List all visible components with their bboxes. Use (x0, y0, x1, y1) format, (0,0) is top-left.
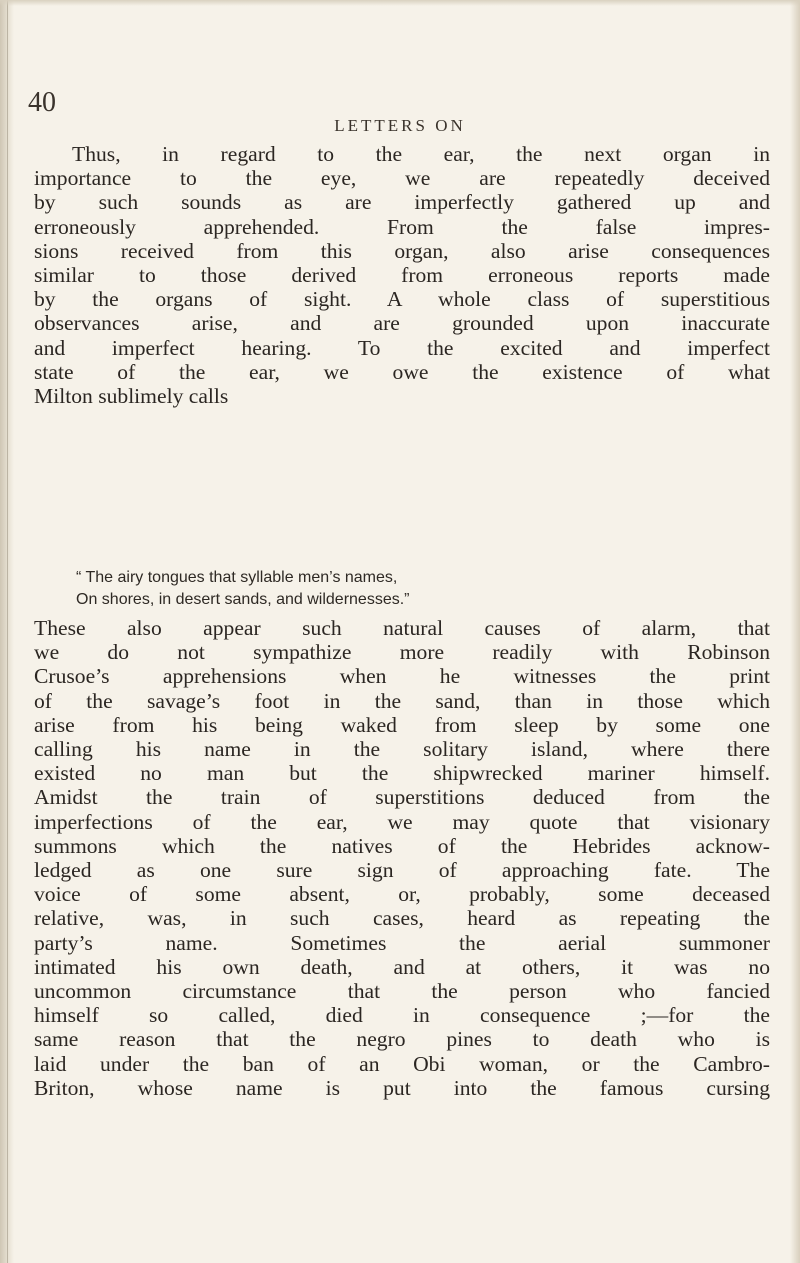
paragraph-1-line: similar to those derived from erroneous reports made (34, 263, 770, 288)
paragraph-2-line: arise from his being waked from sleep by some one (34, 712, 770, 737)
paragraph-1-line: by such sounds as are imperfectly gathered up and (34, 190, 770, 215)
paragraph-1-line: Thus, in regard to the ear, the next organ in (72, 142, 770, 166)
quotation-line: On shores, in desert sands, and wildernesses.” (76, 591, 410, 608)
paragraph-2-line: uncommon circumstance that the person who fancied (34, 979, 770, 1004)
paragraph-2-line: Amidst the train of superstitions deduced from the (34, 785, 770, 810)
paragraph-1 (34, 142, 770, 408)
paragraph-1-line: observances arise, and are grounded upon inaccurate (34, 311, 770, 336)
paragraph-2-line: Briton, whose name is put into the famous cursing (34, 1075, 770, 1100)
paragraph-2-line: voice of some absent, or, probably, some deceased (34, 882, 770, 907)
paragraph-2-line: Crusoe’s apprehensions when he witnesses the print (34, 664, 770, 689)
paragraph-2-line: intimated his own death, and at others, it was no (34, 954, 770, 979)
paragraph-1-line: erroneously apprehended. From the false impres- (34, 214, 770, 239)
paragraph-2-line: laid under the ban of an Obi woman, or the Cambro- (34, 1051, 770, 1076)
paragraph-1-line: by the organs of sight. A whole class of superstitious (34, 287, 770, 312)
quotation-line: “ The airy tongues that syllable men’s names, (76, 569, 398, 586)
paragraph-1-line: and imperfect hearing. To the excited and imperfect (34, 335, 770, 360)
paragraph-2-line: imperfections of the ear, we may quote that visionary (34, 809, 770, 834)
paragraph-2-line: ledged as one sure sign of approaching fate. The (34, 858, 770, 883)
paragraph-2 (34, 616, 770, 1100)
paragraph-2-line: party’s name. Sometimes the aerial summoner (34, 930, 770, 955)
running-head: LETTERS ON (334, 116, 466, 135)
paragraph-2-line: summons which the natives of the Hebrides acknow- (34, 833, 770, 858)
paragraph-2-line: same reason that the negro pines to death who is (34, 1027, 770, 1052)
paragraph-2-line: himself so called, died in consequence ;—for the (34, 1003, 770, 1028)
paragraph-2-line: of the savage’s foot in the sand, than in those which (34, 688, 770, 713)
paragraph-2-line: existed no man but the shipwrecked mariner himself. (34, 761, 770, 786)
paragraph-2-line: calling his name in the solitary island, where there (34, 737, 770, 762)
paragraph-1-line: state of the ear, we owe the existence of what (34, 359, 770, 384)
paragraph-1-line: Milton sublimely calls (34, 384, 229, 409)
verse-quotation (76, 567, 676, 611)
page-number: 40 (28, 87, 56, 118)
paragraph-1-line: importance to the eye, we are repeatedly deceived (34, 166, 770, 191)
paragraph-2-line: These also appear such natural causes of alarm, that (34, 616, 770, 640)
paragraph-2-line: relative, was, in such cases, heard as repeating the (34, 906, 770, 931)
paragraph-1-line: sions received from this organ, also arise consequences (34, 238, 770, 263)
paragraph-2-line: we do not sympathize more readily with Robinson (34, 640, 770, 665)
